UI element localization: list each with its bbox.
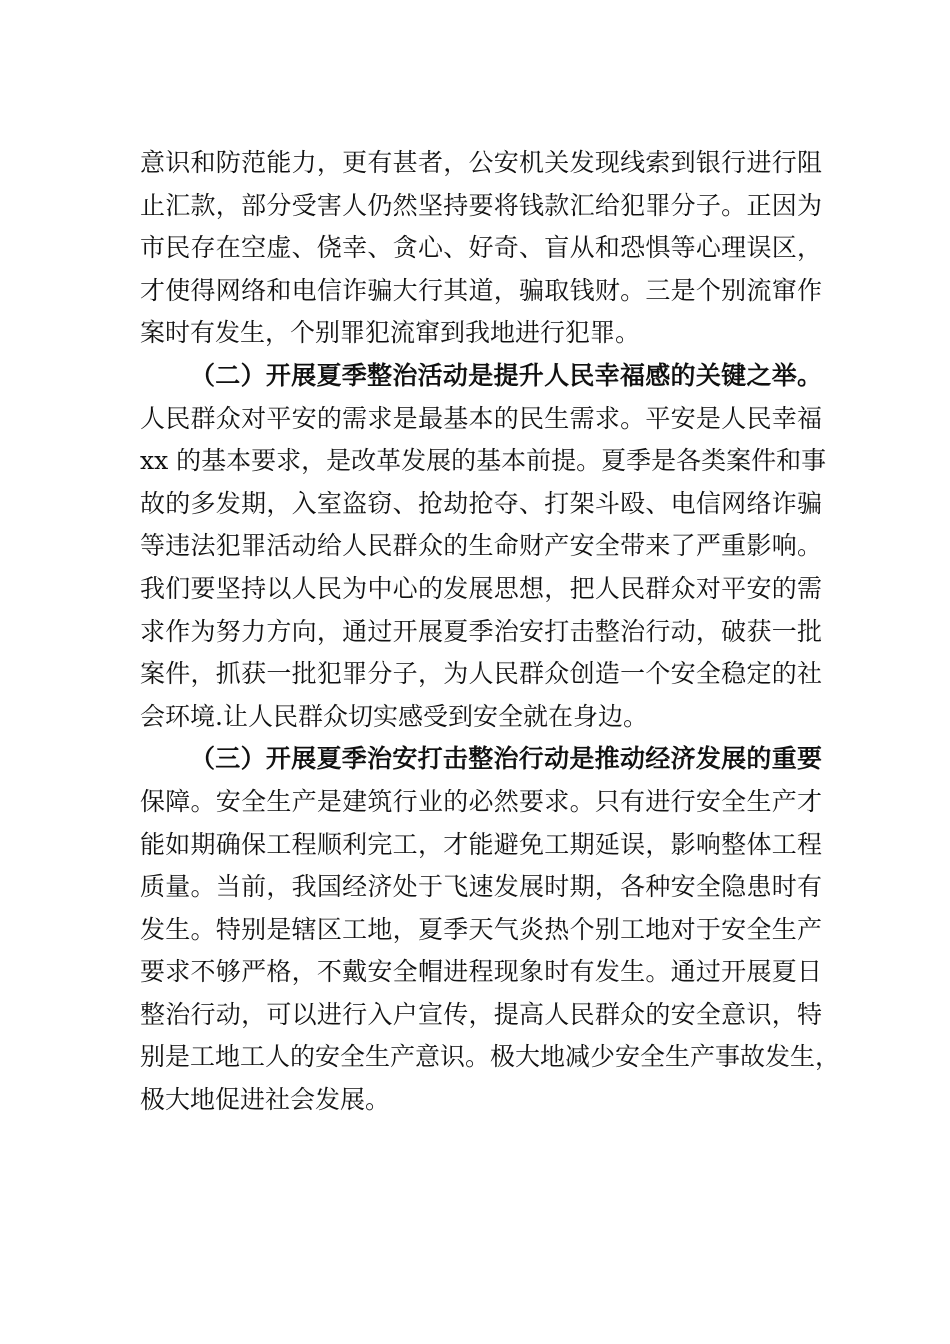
- section-heading: （三）开展夏季治安打击整治行动是推动经济发展的重要: [190, 744, 822, 774]
- paragraph-3: [140, 738, 841, 1121]
- text-line: 案件，抓获一批犯罪分子，为人民群众创造一个安全稳定的社: [140, 659, 822, 689]
- section-heading: （二）开展夏季整治活动是提升人民幸福感的关键之举。: [190, 360, 822, 390]
- text-line: 才使得网络和电信诈骗大行其道，骗取钱财。三是个别流窜作: [140, 275, 822, 305]
- text-line: 质量。当前，我国经济处于飞速发展时期，各种安全隐患时有: [140, 872, 822, 902]
- paragraph-2: [140, 355, 827, 738]
- paragraph-1: [140, 142, 822, 355]
- text-line: 人民群众对平安的需求是最基本的民生需求。平安是人民幸福: [140, 403, 822, 433]
- text-line: 要求不够严格，不戴安全帽进程现象时有发生。通过开展夏日: [140, 957, 822, 987]
- text-line: 等违法犯罪活动给人民群众的生命财产安全带来了严重影响。: [140, 531, 822, 561]
- text-line: 整治行动，可以进行入户宣传，提高人民群众的安全意识，特: [140, 999, 822, 1029]
- text-line: 保障。安全生产是建筑行业的必然要求。只有进行安全生产才: [140, 786, 822, 816]
- text-line: 发生。特别是辖区工地，夏季天气炎热个别工地对于安全生产: [140, 914, 822, 944]
- text-line: xx 的基本要求，是改革发展的基本前提。夏季是各类案件和事: [140, 446, 827, 476]
- text-line: 能如期确保工程顺利完工，才能避免工期延误，影响整体工程: [140, 829, 822, 859]
- text-line: 意识和防范能力，更有甚者，公安机关发现线索到银行进行阻: [140, 148, 822, 177]
- text-line: 止汇款，部分受害人仍然坚持要将钱款汇给犯罪分子。正因为: [140, 190, 822, 220]
- text-line: 会环境.让人民群众切实感受到安全就在身边。: [140, 701, 648, 731]
- text-line: 案时有发生，个别罪犯流窜到我地进行犯罪。: [140, 318, 641, 348]
- text-line: 别是工地工人的安全生产意识。极大地减少安全生产事故发生，: [140, 1042, 841, 1072]
- text-line: 求作为努力方向，通过开展夏季治安打击整治行动，破获一批: [140, 616, 822, 646]
- text-line: 故的多发期，入室盗窃、抢劫抢夺、打架斗殴、电信网络诈骗: [140, 488, 822, 518]
- text-line: 我们要坚持以人民为中心的发展思想，把人民群众对平安的需: [140, 573, 822, 603]
- document-page: [140, 142, 841, 1122]
- text-line: 极大地促进社会发展。: [140, 1085, 391, 1115]
- text-line: 市民存在空虚、侥幸、贪心、好奇、盲从和恐惧等心理误区，: [140, 233, 822, 263]
